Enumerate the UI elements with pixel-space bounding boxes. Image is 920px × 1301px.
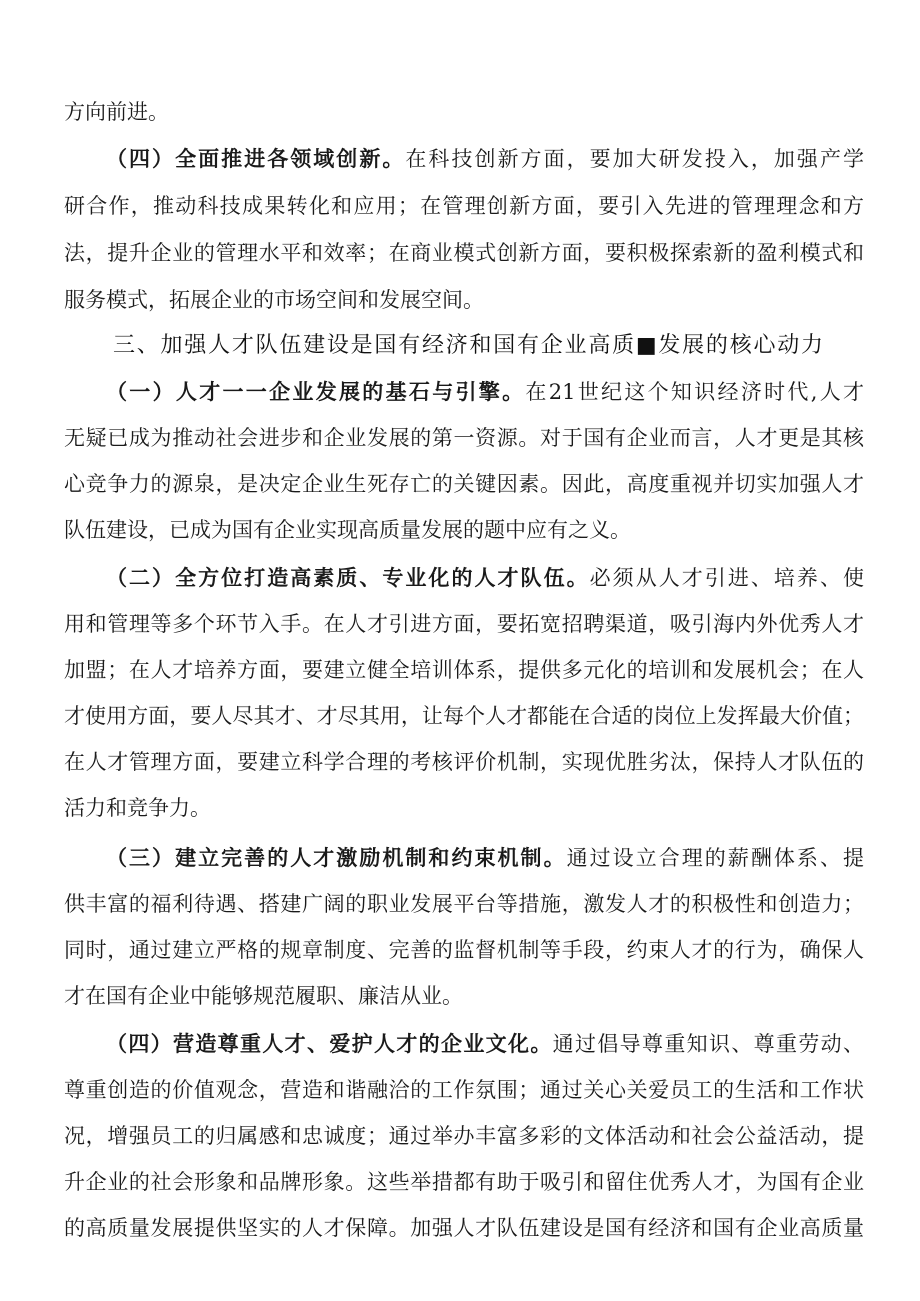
paragraph-2-line-1: [106, 377, 864, 407]
paragraph-2-line-3: 心竞争力的源泉，是决定企业生死存亡的关键因素。因此，高度重视并切实加强人才: [64, 472, 864, 496]
text: 方向前进。: [64, 100, 169, 124]
paragraph-1-lead: （四）全面推进各领域创新。: [106, 146, 406, 171]
text: 必须从人才引进、培养、使: [589, 566, 864, 590]
text: 在21世纪这个知识经济时代,人才: [525, 380, 864, 404]
paragraph-2-lead: （一）人才一一企业发展的基石与引擎。: [106, 379, 526, 404]
paragraph-5-line-5: 的高质量发展提供坚实的人才保障。加强人才队伍建设是国有经济和国有企业高质量: [64, 1216, 864, 1240]
paragraph-3-line-6: 活力和竞争力。: [64, 796, 211, 820]
text: 通过倡导尊重知识、尊重劳动、: [552, 1032, 865, 1056]
paragraph-0-line-1: [64, 97, 864, 127]
paragraph-5-line-1: [106, 1029, 864, 1059]
paragraph-3-line-1: [106, 563, 864, 593]
paragraph-2-line-2: 无疑已成为推动社会进步和企业发展的第一资源。对于国有企业而言，人才更是其核: [64, 426, 864, 450]
paragraph-2-line-4: 队伍建设，已成为国有企业实现高质量发展的题中应有之义。: [64, 518, 631, 542]
paragraph-3-line-4: 才使用方面，要人尽其才、才尽其用，让每个人才都能在合适的岗位上发挥最大价值；: [64, 704, 864, 728]
paragraph-3-line-3: 加盟；在人才培养方面，要建立健全培训体系，提供多元化的培训和发展机会；在人: [64, 658, 864, 682]
paragraph-4-line-1: [106, 843, 864, 873]
paragraph-3-line-2: 用和管理等多个环节入手。在人才引进方面，要拓宽招聘渠道，吸引海内外优秀人才: [64, 612, 864, 636]
paragraph-4-line-4: 才在国有企业中能够规范履职、廉洁从业。: [64, 984, 463, 1008]
text: 通过设立合理的薪酬体系、提: [566, 846, 864, 870]
paragraph-4-line-3: 同时，通过建立严格的规章制度、完善的监督机制等手段，约束人才的行为，确保人: [64, 938, 864, 962]
paragraph-1-line-3: 法，提升企业的管理水平和效率；在商业模式创新方面，要积极探索新的盈利模式和: [64, 241, 864, 265]
paragraph-3-line-5: 在人才管理方面，要建立科学合理的考核评价机制，实现优胜劣汰，保持人才队伍的: [64, 750, 864, 774]
paragraph-5-line-4: 升企业的社会形象和品牌形象。这些举措都有助于吸引和留住优秀人才，为国有企业: [64, 1170, 864, 1194]
paragraph-5-lead: （四）营造尊重人才、爱护人才的企业文化。: [106, 1031, 553, 1056]
paragraph-5-line-2: 尊重创造的价值观念，营造和谐融洽的工作氛围；通过关心关爱员工的生活和工作状: [64, 1078, 864, 1102]
paragraph-1-line-2: 研合作，推动科技成果转化和应用；在管理创新方面，要引入先进的管理理念和方: [64, 194, 864, 218]
section-heading: 三、加强人才队伍建设是国有经济和国有企业高质■发展的核心动力: [113, 333, 823, 358]
paragraph-1-line-1: [106, 144, 864, 174]
text: 在科技创新方面，要加大研发投入，加强产学: [405, 147, 864, 171]
paragraph-1-line-4: 服务模式，拓展企业的市场空间和发展空间。: [64, 288, 484, 312]
paragraph-4-line-2: 供丰富的福利待遇、搭建广阔的职业发展平台等措施，激发人才的积极性和创造力；: [64, 892, 864, 916]
paragraph-5-line-3: 况，增强员工的归属感和忠诚度；通过举办丰富多彩的文体活动和社会公益活动，提: [64, 1124, 864, 1148]
paragraph-3-lead: （二）全方位打造高素质、专业化的人才队伍。: [106, 565, 590, 590]
paragraph-4-lead: （三）建立完善的人才激励机制和约束机制。: [106, 845, 567, 870]
